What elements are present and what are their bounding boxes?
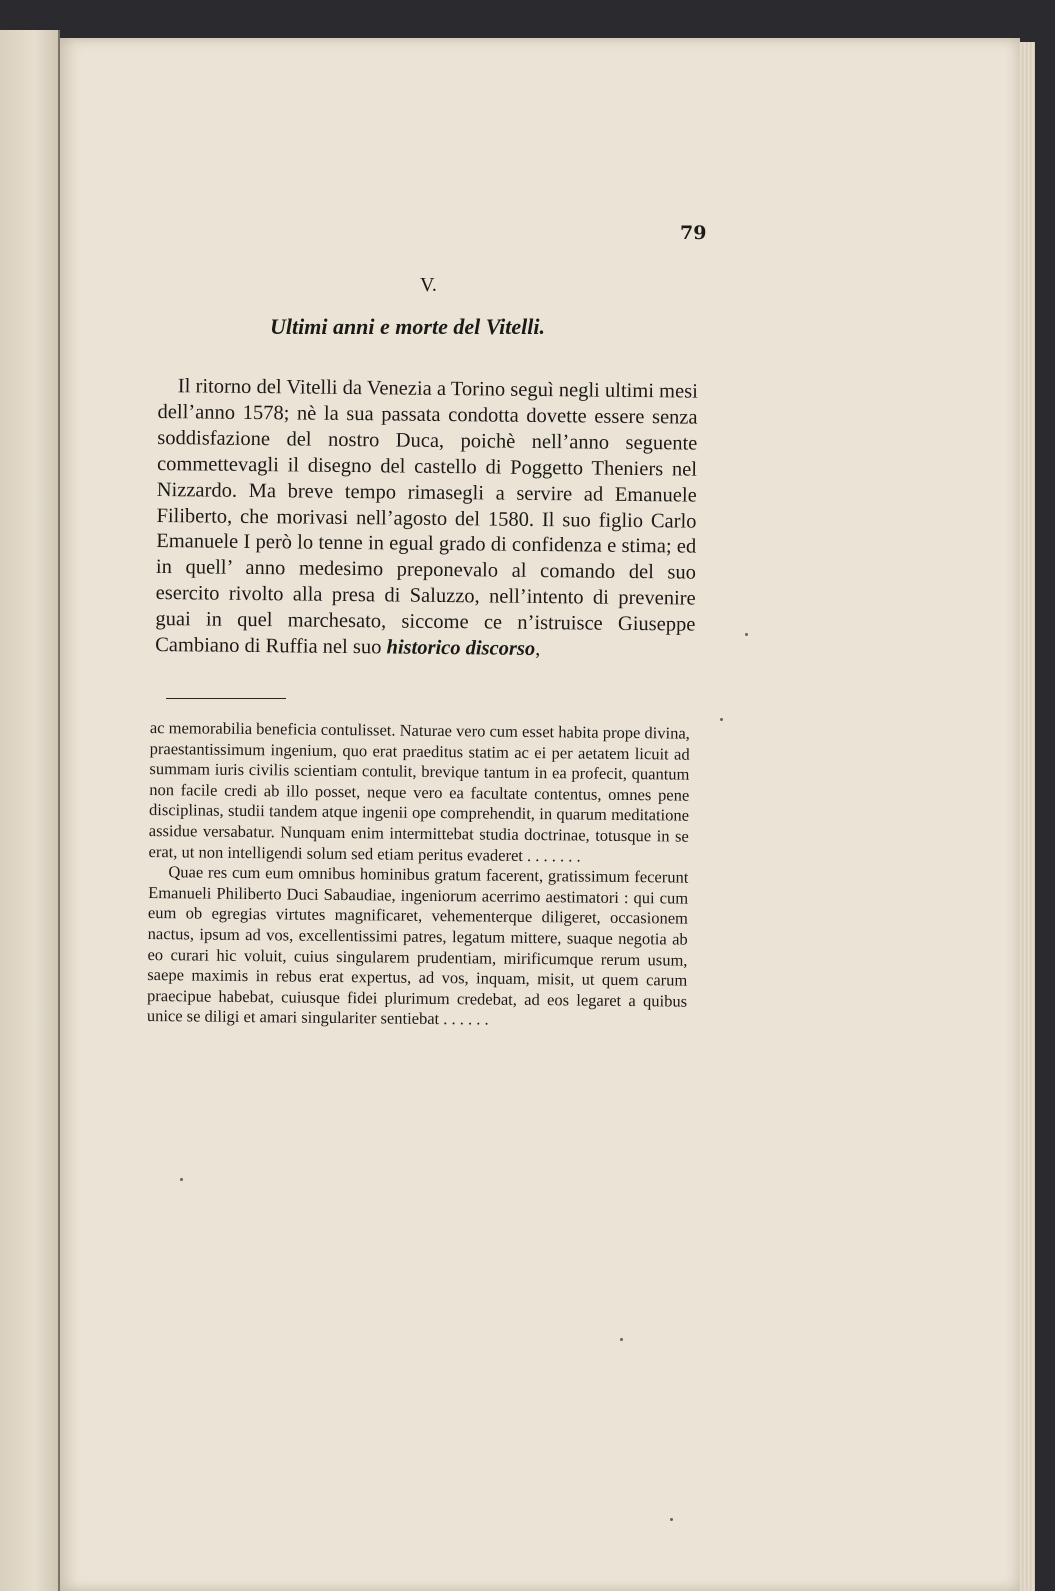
chapter-title: Ultimi anni e morte del Vitelli. — [270, 314, 546, 339]
book-page — [60, 38, 1020, 1591]
section-numeral: V. — [420, 274, 437, 296]
italic-phrase: historico discorso — [386, 636, 536, 661]
page-number: 79 — [680, 222, 707, 244]
paper-speck — [670, 1518, 673, 1521]
paper-speck — [180, 1178, 183, 1181]
footnote-separator — [166, 698, 286, 699]
paper-speck — [745, 633, 748, 636]
paper-speck — [620, 1338, 623, 1341]
main-paragraph-text: Il ritorno del Vitelli da Venezia a Torino seguì negli ultimi mesi dell’anno 1578; nè la sua passata condotta dovette essere senza soddisfazione del nostro Duca, poichè nell’anno seguente commettevagli il disegno del castello di Poggetto Theniers nel Nizzardo. Ma breve tempo rimasegli a servire ad Emanuele Filiberto, che morivasi nell’agosto del 1580. Il suo figlio Carlo Emanuele I però lo tenne in egual grado di confidenza e stima; ed in quell’ anno medesimo preponevalo al comando del suo esercito rivolto alla presa di Saluzzo, nell’intento di prevenire guai in quel marchesato, siccome ce n’istruisce Giuseppe Cambiano di Ruffia nel suo — [155, 375, 698, 659]
facing-page-edge — [0, 30, 60, 1591]
trailing-comma: , — [535, 638, 541, 661]
footnote — [147, 718, 690, 1033]
main-paragraph — [155, 374, 698, 665]
page-content — [60, 38, 1020, 1591]
paper-speck — [720, 718, 723, 721]
footnote-paragraph-1: ac memorabilia beneficia contulisset. Naturae vero cum esset habita prope divina, praestantissimum ingenium, quo erat praeditus statim ac ei per aetatem licuit ad summam iuris civilis scientiam contulit, brevique tantum in ea profecit, quantum non facile credi ab illo posset, neque vero ea facultate contentus, omnes pene disciplinas, studii tandem atque ingenii ope comprehendit, in quarum meditatione assidue versabatur. Nunquam enim intermittebat studia doctrinae, totusque in se erat, ut non intelligendi solum sed etiam peritus evaderet . . . . . . . — [148, 718, 690, 866]
main-text — [155, 374, 698, 665]
footnote-paragraph-2: Quae res cum eum omnibus hominibus gratum facerent, gratissimum fecerunt Emanueli Philiberto Duci Sabaudiae, ingeniorum acerrimo aestimatori : qui cum eum ob egregias virtutes magnificaret, vehementerque diligeret, occasionem nactus, ipsum ad vos, excellentissimi patres, legatum mittere, suaque negotia ab eo curari hic voluit, cuius singularem prudentiam, mirificumque rerum usum, saepe maximis in rebus erat expertus, ad vos, inquam, misit, ut quem carum praecipue habebat, cuiusque fidei plurimum credebat, ad eos legaret a quibus unice se diligi et amari singulariter sentiebat . . . . . . — [146, 862, 689, 1029]
